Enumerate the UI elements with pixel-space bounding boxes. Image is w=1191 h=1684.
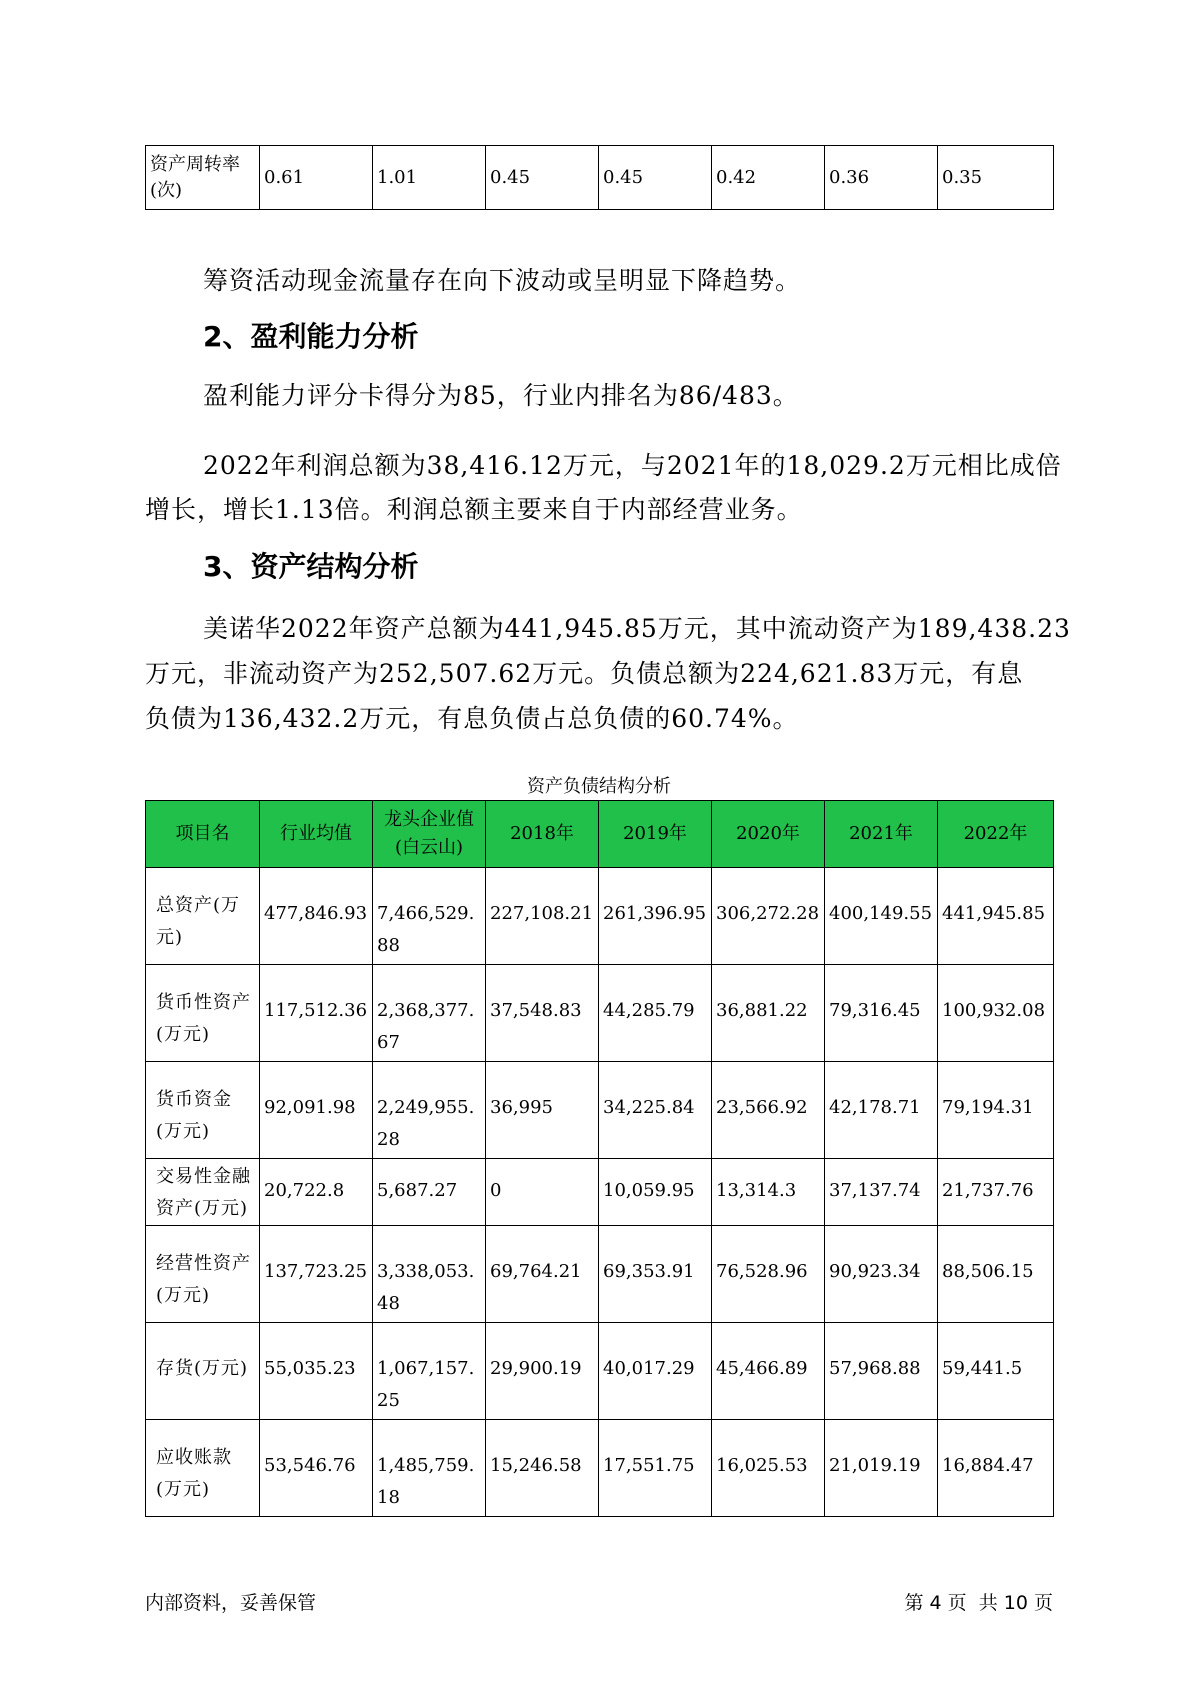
table-cell: 227,108.21 — [486, 868, 599, 965]
table-row — [146, 1323, 1054, 1420]
table-cell: 29,900.19 — [486, 1323, 599, 1420]
table-cell: 13,314.3 — [712, 1159, 825, 1226]
column-header: 2021年 — [825, 801, 938, 868]
table-row — [146, 1226, 1054, 1323]
row-label: 应收账款(万元) — [146, 1420, 260, 1517]
table-cell: 69,764.21 — [486, 1226, 599, 1323]
table-cell: 76,528.96 — [712, 1226, 825, 1323]
table-row — [146, 965, 1054, 1062]
section-heading-profitability: 2、盈利能力分析 — [203, 320, 419, 353]
paragraph-asset-line2: 万元，非流动资产为252,507.62万元。负债总额为224,621.83万元，有息 — [145, 659, 1024, 688]
table-cell: 3,338,053.48 — [373, 1226, 486, 1323]
row-label: 货币性资产(万元) — [146, 965, 260, 1062]
table-cell: 37,548.83 — [486, 965, 599, 1062]
row-label: 货币资金(万元) — [146, 1062, 260, 1159]
table-cell: 117,512.36 — [260, 965, 373, 1062]
paragraph-financing: 筹资活动现金流量存在向下波动或呈明显下降趋势。 — [203, 266, 802, 295]
table-cell: 21,737.76 — [938, 1159, 1054, 1226]
footer-confidential: 内部资料，妥善保管 — [145, 1592, 317, 1614]
table-cell: 0.35 — [938, 146, 1054, 210]
table-row — [146, 868, 1054, 965]
table-row — [146, 1420, 1054, 1517]
table-cell: 7,466,529.88 — [373, 868, 486, 965]
table-cell: 42,178.71 — [825, 1062, 938, 1159]
column-header: 2020年 — [712, 801, 825, 868]
table-cell: 137,723.25 — [260, 1226, 373, 1323]
column-header: 龙头企业值(白云山) — [373, 801, 486, 868]
column-header: 2018年 — [486, 801, 599, 868]
paragraph-profit-line1: 2022年利润总额为38,416.12万元，与2021年的18,029.2万元相比成倍 — [203, 451, 1062, 480]
table-cell: 0.45 — [486, 146, 599, 210]
table-row — [146, 1062, 1054, 1159]
table-cell: 21,019.19 — [825, 1420, 938, 1517]
table-cell: 45,466.89 — [712, 1323, 825, 1420]
table-cell: 261,396.95 — [599, 868, 712, 965]
paragraph-asset-line1: 美诺华2022年资产总额为441,945.85万元，其中流动资产为189,438.23 — [203, 614, 1071, 643]
table-cell: 79,316.45 — [825, 965, 938, 1062]
table-cell: 1.01 — [373, 146, 486, 210]
footer-page-number: 第 4 页 共 10 页 — [904, 1592, 1053, 1614]
table-cell: 15,246.58 — [486, 1420, 599, 1517]
table-cell: 36,995 — [486, 1062, 599, 1159]
row-label: 资产周转率(次) — [146, 146, 260, 210]
paragraph-profit-line2: 增长，增长1.13倍。利润总额主要来自于内部经营业务。 — [145, 495, 803, 524]
balance-structure-table — [145, 800, 1054, 1517]
table-cell: 23,566.92 — [712, 1062, 825, 1159]
row-label: 交易性金融资产(万元) — [146, 1159, 260, 1226]
table-row — [146, 146, 1054, 210]
table-cell: 5,687.27 — [373, 1159, 486, 1226]
header-row — [146, 801, 1054, 868]
table-cell: 0 — [486, 1159, 599, 1226]
table-cell: 44,285.79 — [599, 965, 712, 1062]
table-cell: 0.36 — [825, 146, 938, 210]
table-cell: 53,546.76 — [260, 1420, 373, 1517]
row-label: 存货(万元) — [146, 1323, 260, 1420]
column-header: 项目名 — [146, 801, 260, 868]
column-header: 2019年 — [599, 801, 712, 868]
table-row — [146, 1159, 1054, 1226]
table-cell: 20,722.8 — [260, 1159, 373, 1226]
table-cell: 400,149.55 — [825, 868, 938, 965]
table-cell: 0.61 — [260, 146, 373, 210]
table-cell: 88,506.15 — [938, 1226, 1054, 1323]
column-header: 行业均值 — [260, 801, 373, 868]
table-caption: 资产负债结构分析 — [527, 776, 671, 797]
column-header: 2022年 — [938, 801, 1054, 868]
table-cell: 55,035.23 — [260, 1323, 373, 1420]
paragraph-score: 盈利能力评分卡得分为85，行业内排名为86/483。 — [203, 381, 799, 410]
table-cell: 16,025.53 — [712, 1420, 825, 1517]
turnover-table — [145, 145, 1054, 210]
table-cell: 10,059.95 — [599, 1159, 712, 1226]
table-cell: 441,945.85 — [938, 868, 1054, 965]
table-cell: 1,067,157.25 — [373, 1323, 486, 1420]
row-label: 总资产(万元) — [146, 868, 260, 965]
row-label: 经营性资产(万元) — [146, 1226, 260, 1323]
table-cell: 477,846.93 — [260, 868, 373, 965]
table-cell: 100,932.08 — [938, 965, 1054, 1062]
table-cell: 59,441.5 — [938, 1323, 1054, 1420]
table-cell: 2,368,377.67 — [373, 965, 486, 1062]
table-cell: 0.42 — [712, 146, 825, 210]
table-cell: 34,225.84 — [599, 1062, 712, 1159]
table-cell: 69,353.91 — [599, 1226, 712, 1323]
table-cell: 306,272.28 — [712, 868, 825, 965]
section-heading-asset-structure: 3、资产结构分析 — [203, 550, 419, 583]
paragraph-asset-line3: 负债为136,432.2万元，有息负债占总负债的60.74%。 — [145, 704, 799, 733]
table-cell: 37,137.74 — [825, 1159, 938, 1226]
table-cell: 17,551.75 — [599, 1420, 712, 1517]
table-cell: 57,968.88 — [825, 1323, 938, 1420]
table-cell: 92,091.98 — [260, 1062, 373, 1159]
table-cell: 79,194.31 — [938, 1062, 1054, 1159]
table-cell: 16,884.47 — [938, 1420, 1054, 1517]
table-cell: 36,881.22 — [712, 965, 825, 1062]
table-cell: 1,485,759.18 — [373, 1420, 486, 1517]
table-cell: 2,249,955.28 — [373, 1062, 486, 1159]
table-cell: 0.45 — [599, 146, 712, 210]
table-cell: 40,017.29 — [599, 1323, 712, 1420]
table-cell: 90,923.34 — [825, 1226, 938, 1323]
